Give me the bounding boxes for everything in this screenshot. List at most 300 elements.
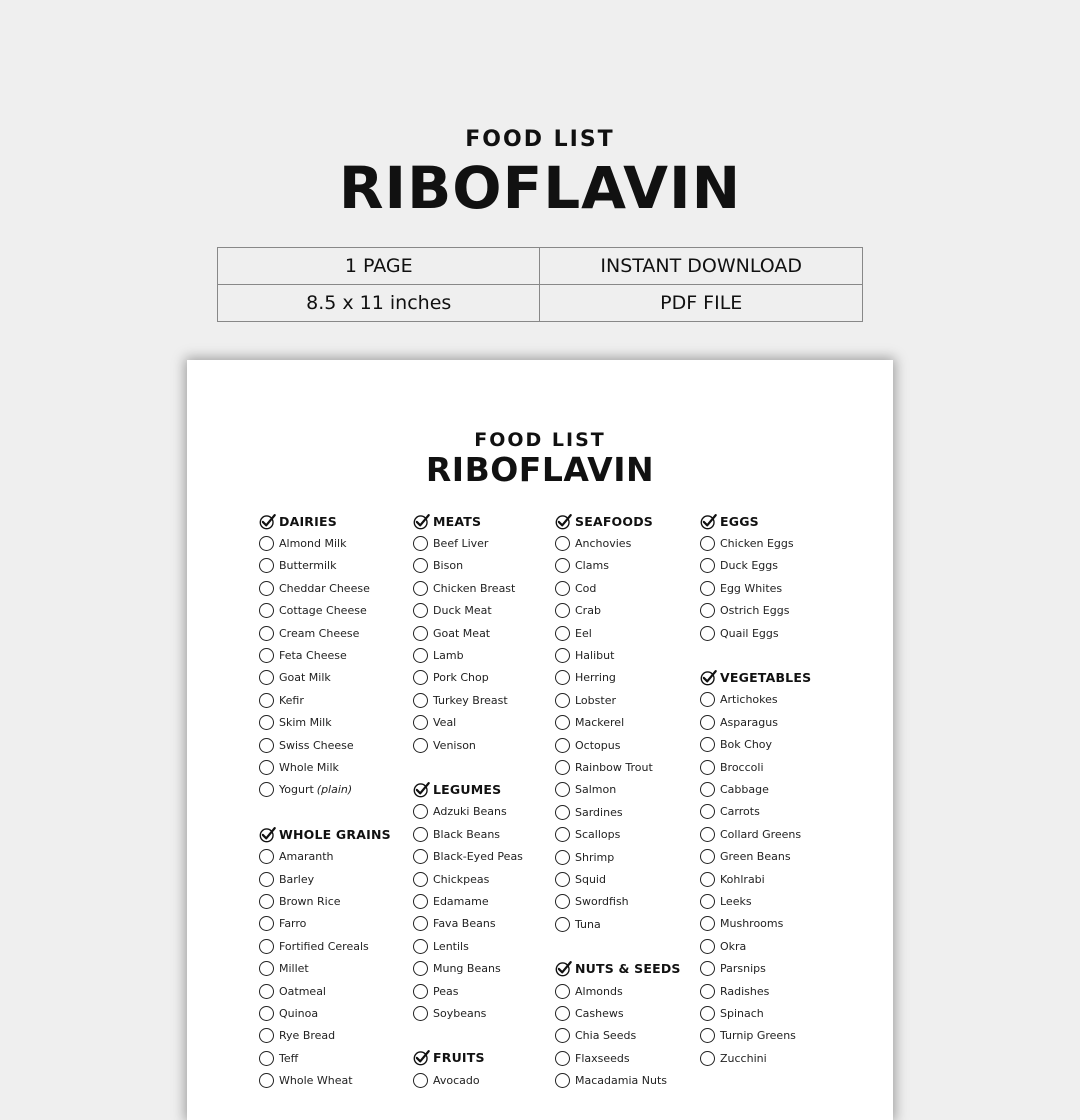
food-item — [700, 980, 811, 1002]
food-item-label: Mackerel — [575, 716, 625, 730]
checkbox-circle-icon — [700, 827, 715, 842]
food-item-label: Zucchini — [720, 1051, 767, 1065]
food-item-label: Pork Chop — [433, 671, 489, 685]
food-item — [413, 577, 523, 599]
checkbox-circle-icon — [700, 782, 715, 797]
checkbox-circle-icon — [700, 961, 715, 976]
food-item — [700, 1025, 811, 1047]
food-item-label: Mushrooms — [720, 917, 784, 931]
food-group-heading — [413, 778, 523, 800]
food-item — [555, 712, 681, 734]
food-item-label: Barley — [279, 872, 315, 886]
checkbox-circle-icon — [700, 894, 715, 909]
food-item-label: Scallops — [575, 828, 621, 842]
food-item-label: Quinoa — [279, 1006, 319, 1020]
checkbox-circle-icon — [555, 715, 570, 730]
food-item-label: Octopus — [575, 738, 621, 752]
checkbox-circle-icon — [413, 827, 428, 842]
checkbox-circle-icon — [259, 581, 274, 596]
food-item-label: Anchovies — [575, 537, 632, 551]
food-item-label: Goat Meat — [433, 626, 491, 640]
checkbox-circle-icon — [259, 1006, 274, 1021]
food-item-label: Mung Beans — [433, 962, 501, 976]
food-item — [259, 644, 391, 666]
food-item — [259, 980, 391, 1002]
food-item — [700, 823, 811, 845]
checkbox-circle-icon — [259, 715, 274, 730]
food-item — [555, 734, 681, 756]
checkbox-circle-icon — [700, 1006, 715, 1021]
food-item — [259, 913, 391, 935]
food-item-label: Swiss Cheese — [279, 738, 354, 752]
food-item-label: Ostrich Eggs — [720, 604, 790, 618]
food-item-label: Bok Choy — [720, 738, 773, 752]
food-item — [555, 756, 681, 778]
checkbox-circle-icon — [413, 738, 428, 753]
food-group-heading — [700, 510, 811, 532]
info-row — [218, 248, 863, 285]
checkbox-circle-icon — [700, 939, 715, 954]
food-item-label: Chicken Eggs — [720, 537, 794, 551]
checked-circle-icon — [555, 960, 572, 977]
food-item-label: Egg Whites — [720, 581, 783, 595]
checked-circle-icon — [413, 1049, 430, 1066]
checkbox-circle-icon — [700, 984, 715, 999]
food-column-3 — [555, 510, 681, 1114]
food-item — [259, 957, 391, 979]
food-item-label: Carrots — [720, 805, 760, 819]
food-item — [555, 1025, 681, 1047]
food-item — [555, 868, 681, 890]
product-info-table — [217, 247, 863, 322]
food-item-label: Lentils — [433, 939, 469, 953]
checkbox-circle-icon — [413, 1073, 428, 1088]
food-item — [413, 913, 523, 935]
checkbox-circle-icon — [259, 894, 274, 909]
food-group — [413, 778, 523, 1024]
food-item-label: Brown Rice — [279, 894, 341, 908]
food-item — [259, 1069, 391, 1091]
food-item-label: Cream Cheese — [279, 626, 360, 640]
checkbox-circle-icon — [413, 961, 428, 976]
food-group-title: VEGETABLES — [720, 670, 812, 686]
food-item-label: Bison — [433, 559, 464, 573]
checkbox-circle-icon — [259, 872, 274, 887]
food-item-label: Halibut — [575, 649, 615, 663]
checkbox-circle-icon — [555, 805, 570, 820]
food-item — [413, 712, 523, 734]
food-item — [700, 689, 811, 711]
food-group — [413, 1047, 523, 1092]
food-item — [413, 868, 523, 890]
checkbox-circle-icon — [259, 849, 274, 864]
food-item — [413, 935, 523, 957]
food-item — [555, 1002, 681, 1024]
food-item-label: Amaranth — [279, 850, 334, 864]
food-item-label: Soybeans — [433, 1006, 487, 1020]
checkbox-circle-icon — [259, 1051, 274, 1066]
food-item-label: Kefir — [279, 693, 304, 707]
food-group-heading — [259, 510, 391, 532]
food-group — [555, 957, 681, 1091]
food-item-label: Turkey Breast — [433, 693, 508, 707]
checkbox-circle-icon — [259, 939, 274, 954]
checkbox-circle-icon — [555, 693, 570, 708]
food-group-title: MEATS — [433, 513, 482, 529]
food-item — [700, 845, 811, 867]
checkbox-circle-icon — [259, 670, 274, 685]
checkbox-circle-icon — [259, 558, 274, 573]
checkbox-circle-icon — [555, 1028, 570, 1043]
food-list-sheet — [187, 360, 893, 1120]
food-item — [259, 555, 391, 577]
food-item — [413, 957, 523, 979]
food-item-label: Buttermilk — [279, 559, 337, 573]
checked-circle-icon — [413, 781, 430, 798]
food-item-label: Edamame — [433, 894, 489, 908]
food-item-label: Green Beans — [720, 850, 791, 864]
header-subtitle: FOOD LIST — [465, 127, 615, 152]
food-item-label: Squid — [575, 872, 606, 886]
checkbox-circle-icon — [555, 917, 570, 932]
checkbox-circle-icon — [555, 670, 570, 685]
checkbox-circle-icon — [413, 872, 428, 887]
checkbox-circle-icon — [555, 603, 570, 618]
food-group — [259, 510, 391, 801]
food-item-label: Crab — [575, 604, 601, 618]
food-item — [413, 801, 523, 823]
checkbox-circle-icon — [555, 648, 570, 663]
food-item-label: Duck Eggs — [720, 559, 779, 573]
food-group-heading — [259, 823, 391, 845]
checkbox-circle-icon — [413, 715, 428, 730]
food-item-label: Almond Milk — [279, 537, 347, 551]
food-item — [259, 1002, 391, 1024]
food-item-label: Fortified Cereals — [279, 939, 369, 953]
checkbox-circle-icon — [555, 850, 570, 865]
checked-circle-icon — [555, 513, 572, 530]
checkbox-circle-icon — [700, 715, 715, 730]
food-item — [555, 577, 681, 599]
food-item-label: Salmon — [575, 783, 617, 797]
checkbox-circle-icon — [555, 984, 570, 999]
food-item — [700, 1002, 811, 1024]
food-item-label: Cheddar Cheese — [279, 581, 370, 595]
food-item-label: Black-Eyed Peas — [433, 850, 523, 864]
food-item-label: Macadamia Nuts — [575, 1074, 667, 1088]
checkbox-circle-icon — [555, 738, 570, 753]
food-item-label: Lamb — [433, 649, 464, 663]
checked-circle-icon — [259, 826, 276, 843]
food-column-1 — [259, 510, 391, 1114]
food-item-label: Rye Bread — [279, 1029, 336, 1043]
food-item — [700, 890, 811, 912]
food-item-label: Avocado — [433, 1073, 480, 1087]
info-row — [218, 285, 863, 322]
food-item-label: Cottage Cheese — [279, 604, 367, 618]
checkbox-circle-icon — [555, 558, 570, 573]
food-item — [555, 801, 681, 823]
food-item-label: Radishes — [720, 984, 770, 998]
food-item — [700, 868, 811, 890]
checkbox-circle-icon — [555, 1051, 570, 1066]
food-group — [413, 510, 523, 756]
food-item-label: Okra — [720, 939, 747, 953]
food-item-label: Millet — [279, 962, 309, 976]
info-pages: 1 PAGE — [218, 248, 540, 285]
food-group-title: WHOLE GRAINS — [279, 826, 391, 842]
food-item — [259, 935, 391, 957]
food-item — [413, 1069, 523, 1091]
food-item — [700, 622, 811, 644]
food-item — [700, 711, 811, 733]
food-item-label: Oatmeal — [279, 984, 326, 998]
checkbox-circle-icon — [700, 849, 715, 864]
sheet-title: RIBOFLAVIN — [425, 450, 655, 489]
food-item-label: Cashews — [575, 1006, 624, 1020]
info-format: PDF FILE — [540, 285, 863, 322]
checkbox-circle-icon — [413, 916, 428, 931]
food-item — [413, 622, 523, 644]
food-item — [259, 1025, 391, 1047]
checkbox-circle-icon — [555, 536, 570, 551]
food-item — [555, 622, 681, 644]
food-group — [259, 823, 391, 1092]
food-item — [413, 667, 523, 689]
checkbox-circle-icon — [700, 916, 715, 931]
checkbox-circle-icon — [413, 536, 428, 551]
checkbox-circle-icon — [259, 626, 274, 641]
checkbox-circle-icon — [413, 693, 428, 708]
food-group-title: NUTS & SEEDS — [575, 961, 681, 977]
food-item-label: Kohlrabi — [720, 872, 765, 886]
food-item-label: Venison — [433, 738, 476, 752]
food-item — [555, 980, 681, 1002]
food-item — [555, 555, 681, 577]
food-item — [700, 734, 811, 756]
checkbox-circle-icon — [413, 849, 428, 864]
food-item — [413, 734, 523, 756]
food-item — [413, 555, 523, 577]
food-item-label: Yogurt — [279, 783, 314, 797]
food-group — [700, 666, 811, 1069]
food-group-heading — [555, 510, 681, 532]
checkbox-circle-icon — [555, 760, 570, 775]
food-item — [259, 756, 391, 778]
food-item-label: Quail Eggs — [720, 626, 779, 640]
info-size: 8.5 x 11 inches — [218, 285, 540, 322]
food-item-label: Duck Meat — [433, 604, 492, 618]
checkbox-circle-icon — [555, 581, 570, 596]
food-item-label: Flaxseeds — [575, 1051, 630, 1065]
food-item — [700, 1047, 811, 1069]
food-item-label: Herring — [575, 671, 616, 685]
food-item-label: Chicken Breast — [433, 581, 516, 595]
food-item-label: Farro — [279, 917, 307, 931]
food-item-note: (plain) — [316, 783, 353, 797]
checkbox-circle-icon — [700, 804, 715, 819]
food-group — [700, 510, 811, 644]
food-item-label: Cabbage — [720, 782, 769, 796]
food-group-heading — [700, 666, 811, 688]
food-item — [413, 532, 523, 554]
food-item — [413, 845, 523, 867]
food-item-label: Skim Milk — [279, 716, 332, 730]
checkbox-circle-icon — [259, 760, 274, 775]
checked-circle-icon — [259, 513, 276, 530]
food-item-label: Whole Wheat — [279, 1074, 353, 1088]
food-item — [413, 823, 523, 845]
checkbox-circle-icon — [555, 782, 570, 797]
checkbox-circle-icon — [413, 558, 428, 573]
checkbox-circle-icon — [413, 670, 428, 685]
food-item — [259, 667, 391, 689]
checkbox-circle-icon — [700, 760, 715, 775]
checkbox-circle-icon — [259, 961, 274, 976]
checkbox-circle-icon — [555, 1073, 570, 1088]
food-item — [555, 689, 681, 711]
food-item — [700, 756, 811, 778]
checkbox-circle-icon — [413, 894, 428, 909]
checkbox-circle-icon — [700, 581, 715, 596]
checked-circle-icon — [700, 513, 717, 530]
checkbox-circle-icon — [555, 894, 570, 909]
food-item-label: Lobster — [575, 693, 616, 707]
food-item — [259, 577, 391, 599]
checkbox-circle-icon — [700, 603, 715, 618]
food-item — [413, 644, 523, 666]
food-item — [555, 1047, 681, 1069]
food-item-label: Fava Beans — [433, 917, 496, 931]
food-group-heading — [413, 510, 523, 532]
food-item — [413, 890, 523, 912]
checkbox-circle-icon — [259, 1028, 274, 1043]
food-item — [259, 734, 391, 756]
checkbox-circle-icon — [259, 738, 274, 753]
header-title: RIBOFLAVIN — [338, 154, 742, 222]
checkbox-circle-icon — [259, 536, 274, 551]
food-group-title: FRUITS — [433, 1050, 485, 1066]
food-item — [700, 801, 811, 823]
food-item — [555, 532, 681, 554]
checkbox-circle-icon — [259, 916, 274, 931]
food-item-label: Beef Liver — [433, 537, 489, 551]
food-item — [259, 845, 391, 867]
food-item — [700, 577, 811, 599]
food-group-title: SEAFOODS — [575, 513, 653, 529]
food-group-heading — [555, 957, 681, 979]
food-item-label: Eel — [575, 626, 592, 640]
food-item-label: Teff — [279, 1051, 299, 1065]
food-group-title: LEGUMES — [433, 781, 502, 797]
food-item-label: Parsnips — [720, 962, 766, 976]
food-item-label: Swordfish — [575, 895, 629, 909]
checkbox-circle-icon — [413, 804, 428, 819]
food-item-label: Sardines — [575, 805, 623, 819]
food-item — [555, 1069, 681, 1091]
food-group-heading — [413, 1047, 523, 1069]
food-item — [413, 600, 523, 622]
checked-circle-icon — [413, 513, 430, 530]
food-item — [259, 712, 391, 734]
food-item-label: Adzuki Beans — [433, 805, 507, 819]
food-item — [555, 779, 681, 801]
food-item-label: Asparagus — [720, 715, 778, 729]
food-group-title: DAIRIES — [279, 513, 337, 529]
food-item-label: Peas — [433, 984, 459, 998]
food-item-label: Clams — [575, 559, 609, 573]
food-item — [555, 667, 681, 689]
food-item — [259, 532, 391, 554]
food-item — [555, 846, 681, 868]
checkbox-circle-icon — [700, 1051, 715, 1066]
food-item-label: Chickpeas — [433, 872, 490, 886]
checkbox-circle-icon — [259, 603, 274, 618]
checkbox-circle-icon — [700, 626, 715, 641]
food-item-label: Whole Milk — [279, 760, 339, 774]
food-item-label: Tuna — [575, 917, 601, 931]
checkbox-circle-icon — [700, 872, 715, 887]
food-item — [259, 868, 391, 890]
food-item — [700, 778, 811, 800]
checkbox-circle-icon — [700, 558, 715, 573]
food-item — [555, 644, 681, 666]
food-item — [413, 980, 523, 1002]
food-group — [555, 510, 681, 935]
food-item-label: Collard Greens — [720, 827, 802, 841]
food-item — [555, 600, 681, 622]
food-item-label: Rainbow Trout — [575, 760, 653, 774]
checkbox-circle-icon — [259, 693, 274, 708]
checkbox-circle-icon — [259, 1073, 274, 1088]
food-item-label: Feta Cheese — [279, 649, 347, 663]
food-item — [700, 957, 811, 979]
checkbox-circle-icon — [700, 536, 715, 551]
food-item-label: Artichokes — [720, 693, 778, 707]
food-item — [555, 823, 681, 845]
checkbox-circle-icon — [413, 581, 428, 596]
checkbox-circle-icon — [555, 827, 570, 842]
checkbox-circle-icon — [413, 1006, 428, 1021]
checkbox-circle-icon — [259, 648, 274, 663]
food-item-label: Shrimp — [575, 850, 615, 864]
checkbox-circle-icon — [259, 782, 274, 797]
food-item-label: Spinach — [720, 1006, 764, 1020]
checkbox-circle-icon — [700, 1028, 715, 1043]
food-item-label: Black Beans — [433, 827, 501, 841]
food-item-label: Turnip Greens — [720, 1029, 796, 1043]
checkbox-circle-icon — [413, 648, 428, 663]
food-item-label: Goat Milk — [279, 671, 331, 685]
food-item-label: Almonds — [575, 984, 623, 998]
checkbox-circle-icon — [413, 984, 428, 999]
food-item-label: Cod — [575, 581, 597, 595]
food-item-label: Veal — [433, 716, 457, 730]
checkbox-circle-icon — [700, 737, 715, 752]
food-item — [259, 779, 391, 801]
checkbox-circle-icon — [700, 692, 715, 707]
checked-circle-icon — [700, 669, 717, 686]
food-column-4 — [700, 510, 811, 1091]
food-item-label: Leeks — [720, 894, 752, 908]
food-item — [259, 890, 391, 912]
food-item — [259, 600, 391, 622]
food-item — [555, 913, 681, 935]
food-item — [259, 689, 391, 711]
checkbox-circle-icon — [413, 939, 428, 954]
food-item — [555, 891, 681, 913]
sheet-subtitle: FOOD LIST — [474, 429, 606, 451]
